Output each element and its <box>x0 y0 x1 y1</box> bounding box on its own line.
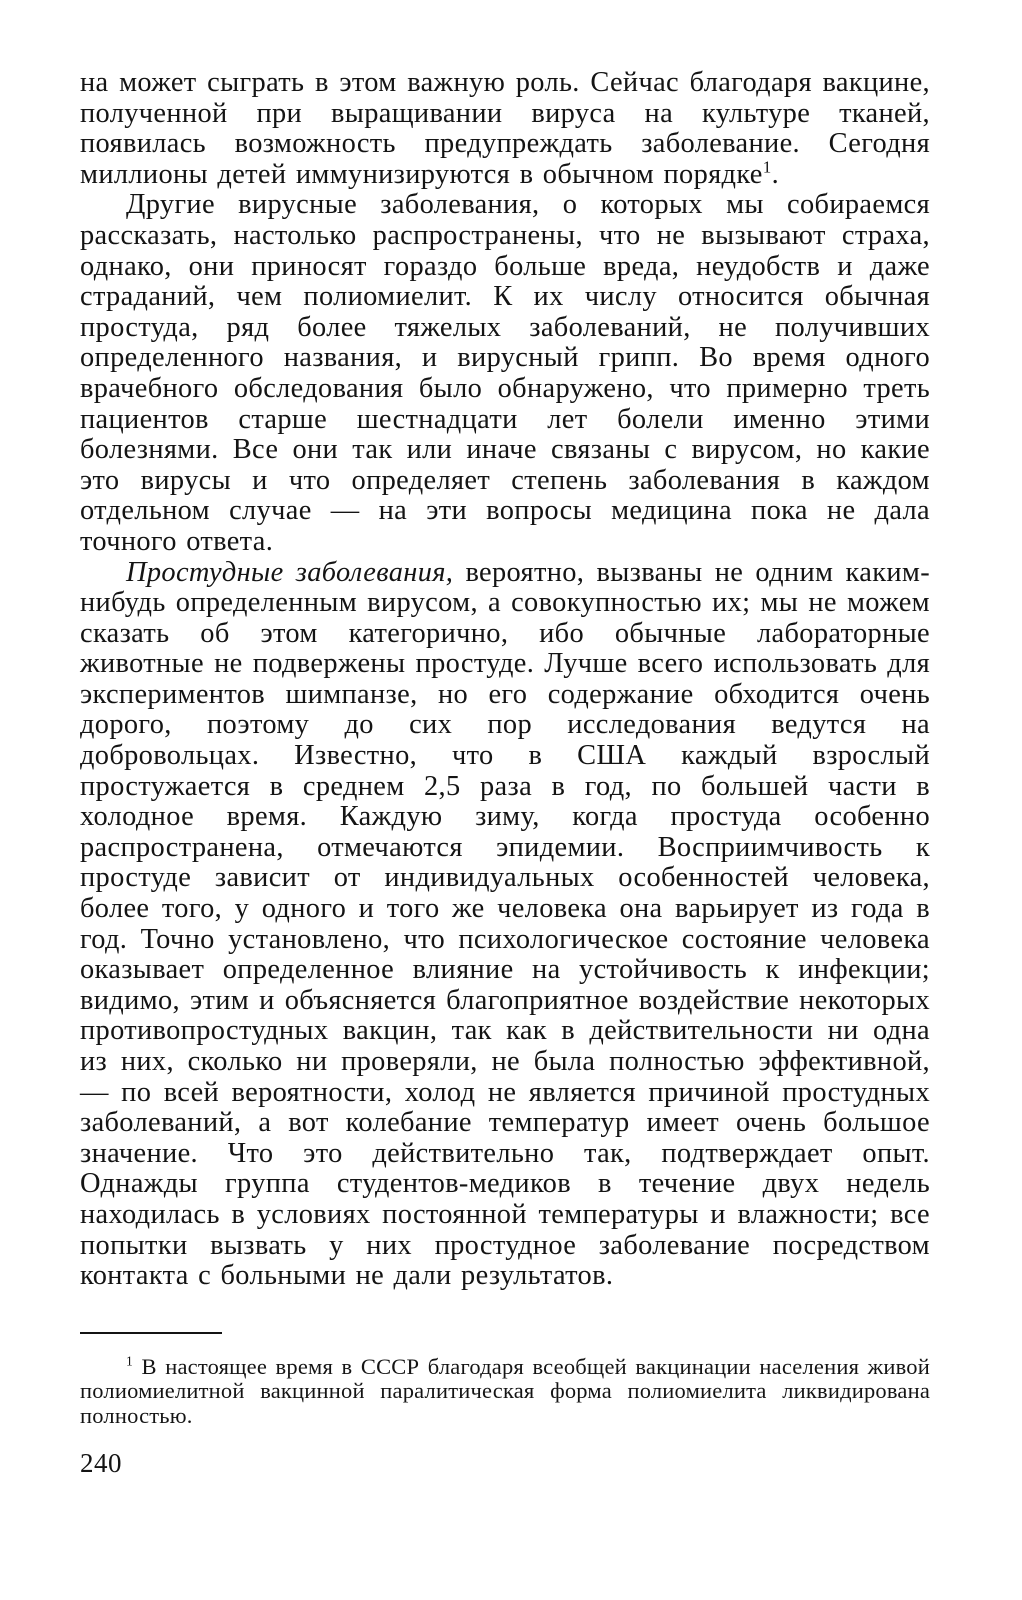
paragraph-text: Другие вирусные заболевания, о которых мы собираемся рассказать, настолько распространены, что не вызывают страха, однако, они приносят гораздо больше вреда, неудобств и даже страданий, чем полиомиелит. К их числу относится обычная простуда, ряд более тяжелых заболеваний, не получивших определенного названия, и вирусный грипп. Во время одного врачебного обследования было обнаружено, что примерно треть пациентов старше шестнадцати лет болели именно этими болезнями. Все они так или иначе связаны с вирусом, но какие это вирусы и что определяет степень заболевания в каждом отдельном случае — на эти вопросы медицина пока не дала точного ответа. <box>80 189 930 557</box>
book-page <box>80 68 930 1451</box>
page-number: 240 <box>80 1448 122 1478</box>
paragraph-text: вероятно, вызваны не одним каким-нибудь определенным вирусом, а совокупностью их; мы не можем сказать об этом категорично, ибо обычные лабораторные животные не подвержены простуде. Лучше всего использовать для экспериментов шимпанзе, но его содержание обходится очень дорого, поэтому до сих пор исследования ведутся на добровольцах. Известно, что в США каждый взрослый простужается в среднем 2,5 раза в год, по большей части в холодное время. Каждую зиму, когда простуда особенно распространена, отмечаются эпидемии. Восприимчивость к простуде зависит от индивидуальных особенностей человека, более того, у одного и того же человека она варьирует из года в год. Точно установлено, что психологическое состояние человека оказывает определенное влияние на устойчивость к инфекции; видимо, этим и объясняется благоприятное воздействие некоторых противопростудных вакцин, так как в действительности ни одна из них, сколько ни проверяли, не была полностью эффективной, — по всей вероятности, холод не является причиной простудных заболеваний, а вот колебание температур имеет очень большое значение. Что это действительно так, подтверждает опыт. Однажды группа студентов-медиков в течение двух недель находилась в условиях постоянной температуры и влажности; все попытки вызвать у них простудное заболевание посредством контакта с больными не дали результатов. <box>80 556 931 1292</box>
paragraph-other-viral-diseases <box>80 190 930 557</box>
paragraph-common-cold <box>80 558 930 1292</box>
footnote-reference: 1 <box>762 157 772 177</box>
footnote-separator <box>80 1332 222 1334</box>
paragraph-end: . <box>771 158 780 190</box>
footnote-text: В настоящее время в СССР благодаря всеобщей вакцинации населения живой полиомиелитной вакцинной паралитическая форма полиомиелита ликвидирована полностью. <box>80 1353 930 1428</box>
footnote-marker: 1 <box>126 1353 133 1369</box>
footnote <box>80 1355 930 1429</box>
paragraph-text: на может сыграть в этом важную роль. Сейчас благодаря вакцине, полученной при выращивании вируса на культуре тканей, появилась возможность предупреждать заболевание. Сегодня миллионы детей иммунизируются в обычном порядке <box>80 67 930 190</box>
paragraph-continuation <box>80 68 930 190</box>
italic-term: Простудные заболевания, <box>126 556 454 588</box>
